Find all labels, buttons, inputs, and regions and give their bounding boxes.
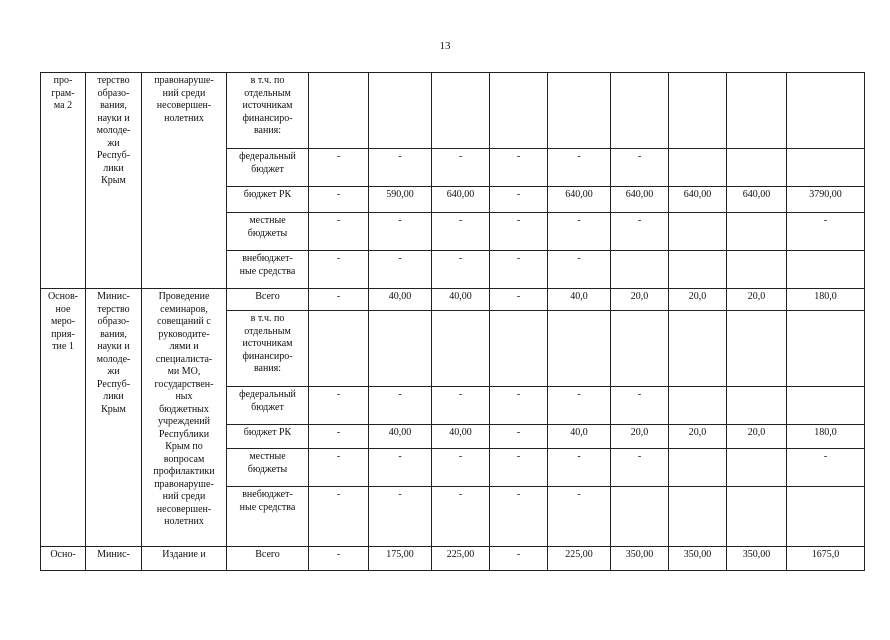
table-cell — [669, 73, 727, 149]
table-cell-c0: Осно- — [41, 547, 86, 571]
table-cell: - — [611, 149, 669, 187]
table-row — [41, 547, 865, 571]
table-cell — [309, 311, 369, 387]
table-cell: - — [787, 213, 865, 251]
table-cell: - — [787, 449, 865, 487]
table-cell: - — [309, 487, 369, 547]
table-cell: - — [432, 487, 490, 547]
table-cell: - — [611, 449, 669, 487]
table-cell — [727, 449, 787, 487]
table-cell: 20,0 — [727, 289, 787, 311]
table-cell — [787, 311, 865, 387]
table-cell: 40,0 — [548, 425, 611, 449]
table-cell: - — [490, 251, 548, 289]
table-cell: 20,0 — [727, 425, 787, 449]
table-cell — [727, 149, 787, 187]
table-cell: - — [490, 387, 548, 425]
page-number: 13 — [439, 40, 451, 52]
table-row — [41, 73, 865, 149]
table-cell-src: внебюджет- ные средства — [227, 487, 309, 547]
table-cell: 350,00 — [611, 547, 669, 571]
table-cell — [669, 311, 727, 387]
table-cell — [787, 487, 865, 547]
table-cell: - — [490, 425, 548, 449]
table-cell: 175,00 — [369, 547, 432, 571]
table-cell: 20,0 — [669, 289, 727, 311]
table-cell — [490, 73, 548, 149]
table-cell: - — [611, 213, 669, 251]
table-cell — [548, 311, 611, 387]
table-cell: - — [548, 251, 611, 289]
table-cell: 1675,0 — [787, 547, 865, 571]
table-cell: - — [432, 149, 490, 187]
table-cell: - — [369, 449, 432, 487]
table-cell-src: федеральный бюджет — [227, 387, 309, 425]
table-cell — [611, 487, 669, 547]
table-cell: 40,0 — [548, 289, 611, 311]
table-cell — [309, 73, 369, 149]
table-cell: - — [490, 487, 548, 547]
table-cell — [669, 213, 727, 251]
table-cell — [669, 487, 727, 547]
table-cell: - — [432, 251, 490, 289]
table-cell — [727, 251, 787, 289]
table-cell-src: местные бюджеты — [227, 213, 309, 251]
table-cell: - — [548, 213, 611, 251]
table-cell — [669, 449, 727, 487]
table-cell: 20,0 — [611, 289, 669, 311]
table-cell — [787, 387, 865, 425]
table-cell: - — [432, 387, 490, 425]
table-cell-src: Всего — [227, 289, 309, 311]
table-cell: - — [611, 387, 669, 425]
table-cell: - — [369, 251, 432, 289]
table-cell: 640,00 — [727, 187, 787, 213]
table-cell: - — [309, 387, 369, 425]
table-cell: - — [548, 149, 611, 187]
table-cell — [611, 73, 669, 149]
table-cell: 225,00 — [432, 547, 490, 571]
table-cell: - — [369, 213, 432, 251]
table-cell — [432, 311, 490, 387]
table-cell: 590,00 — [369, 187, 432, 213]
table-cell: - — [490, 149, 548, 187]
table-cell: 40,00 — [432, 425, 490, 449]
table-cell: 640,00 — [548, 187, 611, 213]
table-cell: 180,0 — [787, 425, 865, 449]
table-cell: 350,00 — [727, 547, 787, 571]
table-cell-src: в т.ч. по отдельным источникам финансиро- вания: — [227, 311, 309, 387]
table-cell: 20,0 — [669, 425, 727, 449]
table-cell-src: внебюджет- ные средства — [227, 251, 309, 289]
table-cell — [727, 487, 787, 547]
table-cell: - — [490, 213, 548, 251]
table-cell: - — [369, 387, 432, 425]
table-cell-c2: правонаруше- ний среди несовершен- нолетних — [142, 73, 227, 289]
table-cell — [787, 73, 865, 149]
table-cell-c0: про- грам- ма 2 — [41, 73, 86, 289]
table-cell-src: в т.ч. по отдельным источникам финансиро- вания: — [227, 73, 309, 149]
table-cell — [787, 149, 865, 187]
table-cell: - — [309, 149, 369, 187]
table-cell-src: местные бюджеты — [227, 449, 309, 487]
table-cell-c1: терство образо- вания, науки и молоде- жи Респуб- лики Крым — [86, 73, 142, 289]
budget-table — [40, 72, 865, 571]
table-cell: - — [432, 449, 490, 487]
table-cell: - — [490, 187, 548, 213]
table-cell-c2: Издание и — [142, 547, 227, 571]
table-cell-c1: Минис- терство образо- вания, науки и молоде- жи Респуб- лики Крым — [86, 289, 142, 547]
table-cell: 3790,00 — [787, 187, 865, 213]
table-cell: - — [548, 387, 611, 425]
table-cell-c0: Основ- ное меро- прия- тие 1 — [41, 289, 86, 547]
table-cell — [787, 251, 865, 289]
table-cell: - — [309, 449, 369, 487]
table-row — [41, 289, 865, 311]
table-cell: - — [432, 213, 490, 251]
table-cell: - — [309, 213, 369, 251]
table-cell: 40,00 — [432, 289, 490, 311]
table-cell: 225,00 — [548, 547, 611, 571]
table-cell: 640,00 — [611, 187, 669, 213]
table-cell — [369, 73, 432, 149]
table-cell-c1: Минис- — [86, 547, 142, 571]
table-cell: 40,00 — [369, 289, 432, 311]
table-cell: - — [309, 547, 369, 571]
table-cell — [548, 73, 611, 149]
table-cell: - — [490, 289, 548, 311]
table-cell — [490, 311, 548, 387]
table-cell — [727, 311, 787, 387]
table-cell: - — [309, 425, 369, 449]
table-cell — [669, 387, 727, 425]
table-cell-src: бюджет РК — [227, 425, 309, 449]
table-cell: 640,00 — [432, 187, 490, 213]
table-cell — [669, 149, 727, 187]
table-cell — [727, 387, 787, 425]
table-cell: 20,0 — [611, 425, 669, 449]
table-cell — [727, 213, 787, 251]
table-cell: 640,00 — [669, 187, 727, 213]
table-cell — [369, 311, 432, 387]
table-cell: - — [548, 449, 611, 487]
table-cell-src: Всего — [227, 547, 309, 571]
table-cell: - — [309, 187, 369, 213]
table-cell — [611, 311, 669, 387]
table-cell: - — [490, 449, 548, 487]
table-cell — [611, 251, 669, 289]
table-cell — [669, 251, 727, 289]
table-cell — [727, 73, 787, 149]
table-cell: - — [490, 547, 548, 571]
table-cell-c2: Проведение семинаров, совещаний с руководите- лями и специалиста- ми МО, государствен- ных бюджетных учреждений Республики Крым по вопросам профилактики правонаруше- ний среди несовершен- нолетних — [142, 289, 227, 547]
table-cell: 40,00 — [369, 425, 432, 449]
table-cell: - — [369, 487, 432, 547]
table-cell: - — [548, 487, 611, 547]
table-cell: 350,00 — [669, 547, 727, 571]
table-cell: - — [309, 289, 369, 311]
table-cell-src: федеральный бюджет — [227, 149, 309, 187]
table-cell: - — [309, 251, 369, 289]
table-cell: 180,0 — [787, 289, 865, 311]
table-cell-src: бюджет РК — [227, 187, 309, 213]
table-cell: - — [369, 149, 432, 187]
table-cell — [432, 73, 490, 149]
